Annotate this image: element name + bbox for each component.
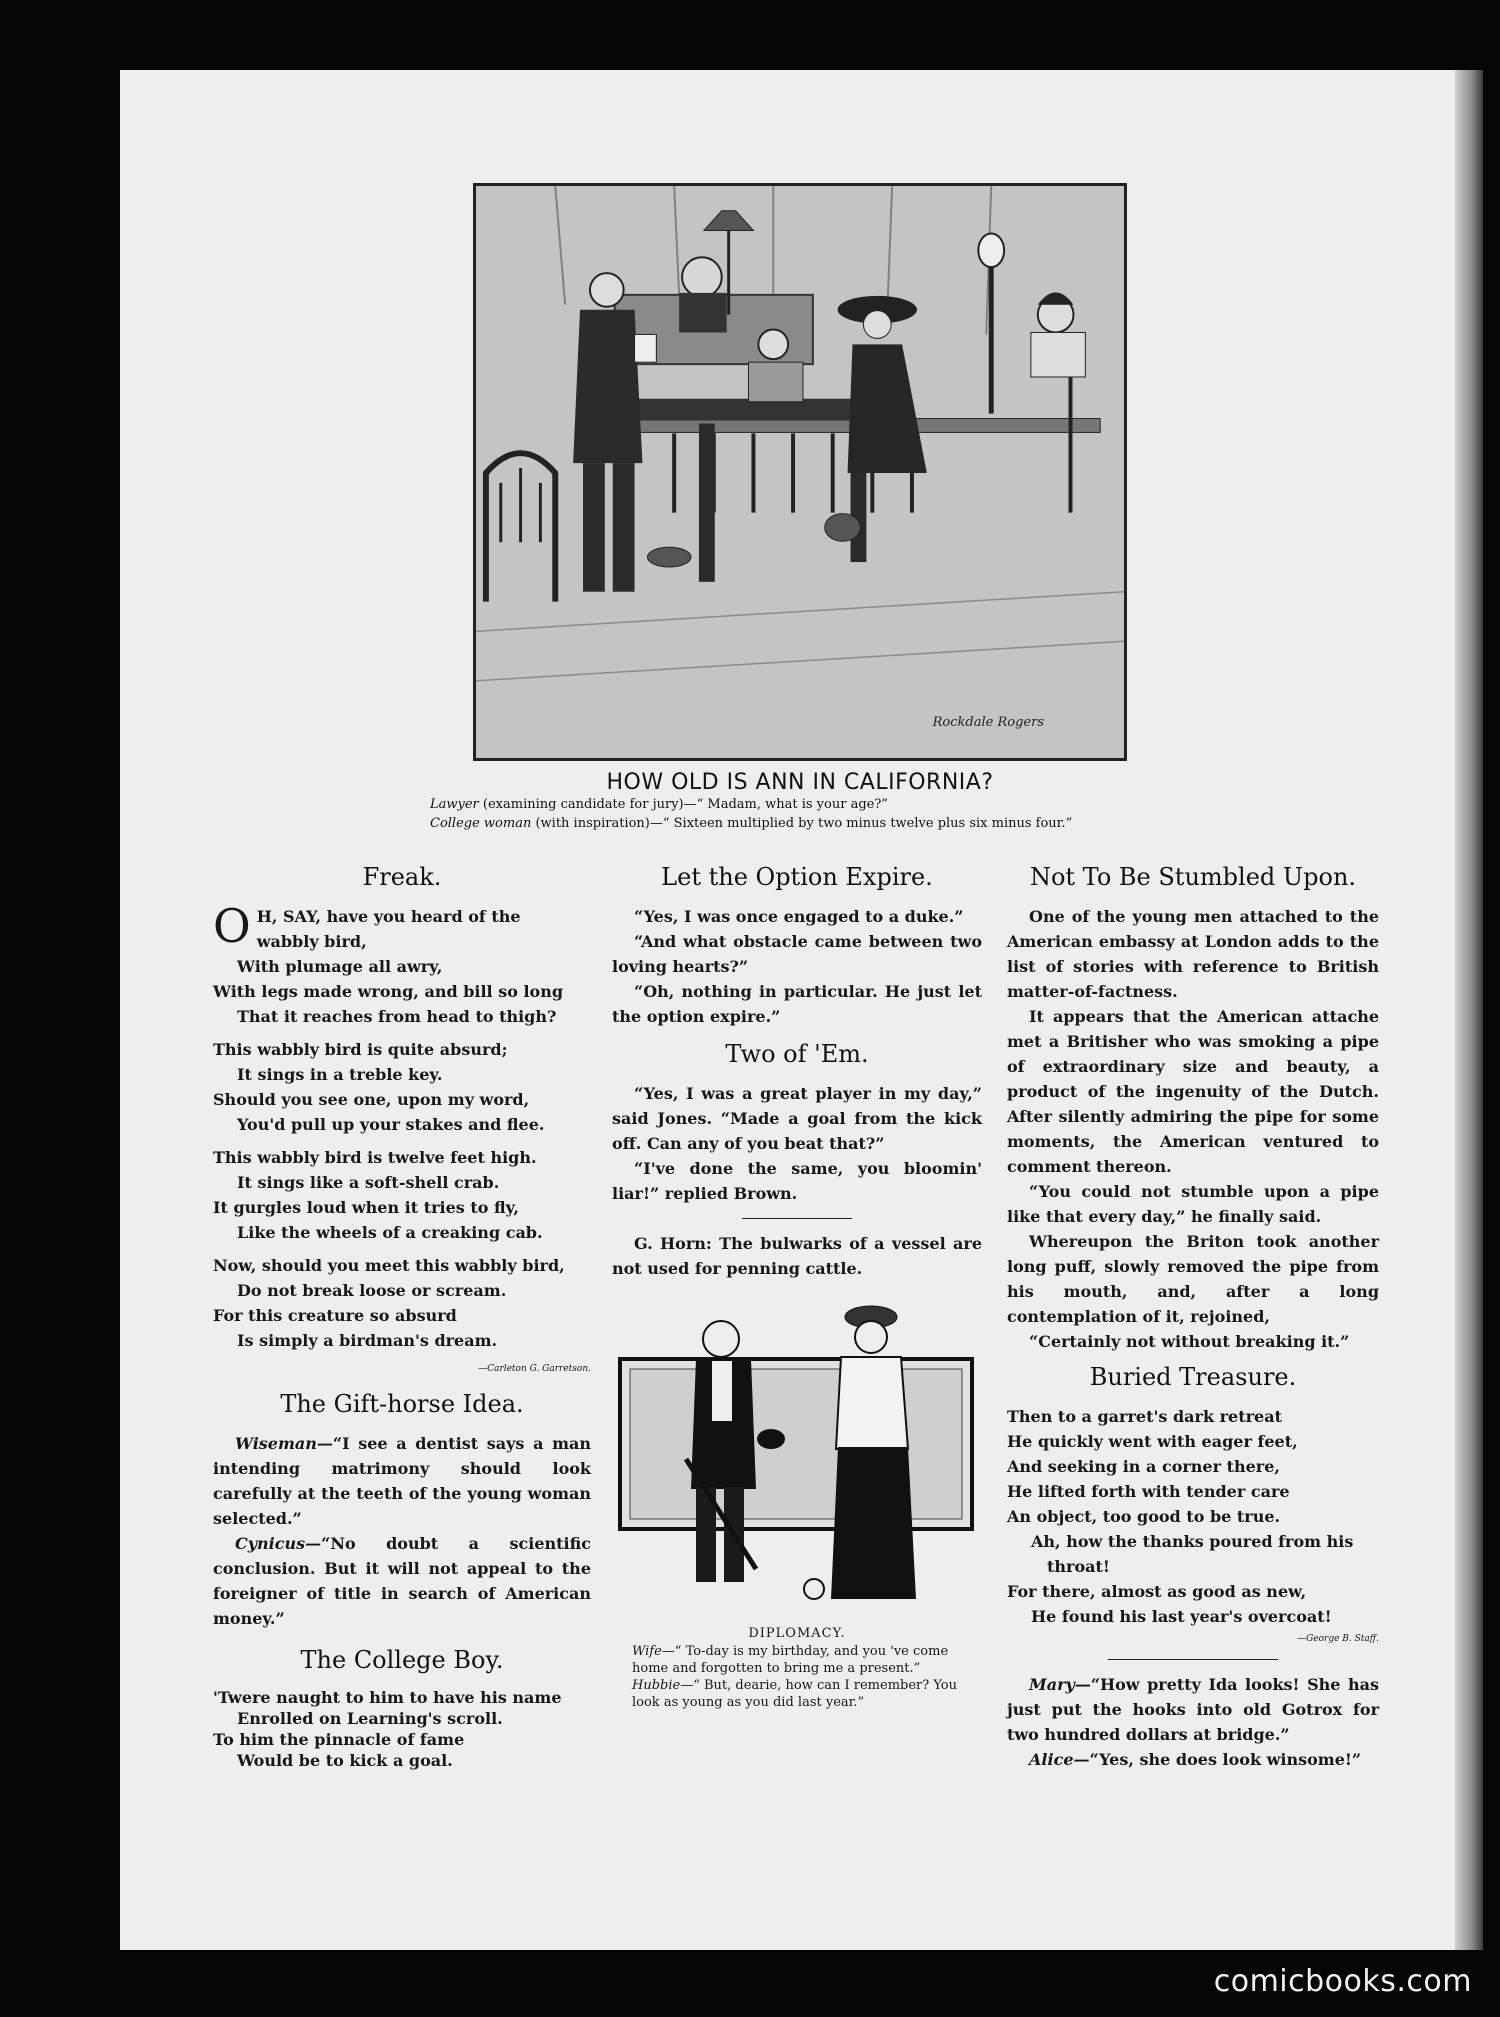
verse-line: That it reaches from head to thigh? [237,1007,557,1026]
paragraph-text: —“No doubt a scientific conclusion. But it will not appeal to the foreigner of title in search of American money.” [213,1534,591,1628]
diplomacy-drawing [616,1299,976,1617]
column-left [213,860,591,1771]
verse-line: Enrolled on Learning's scroll. [237,1709,503,1728]
speaker: Mary [1029,1675,1075,1694]
verse-line: And seeking in a corner there, [1007,1457,1280,1476]
paragraph: “Yes, I was once engaged to a duke.” [634,907,964,926]
caption-text: —“ But, dearie, how can I remember? You look as young as you did last year.” [632,1678,958,1710]
treasure-title: Buried Treasure. [1089,1363,1297,1391]
freak-stanza-4 [213,1253,591,1353]
college-verse [213,1687,591,1771]
verse-line: Do not break loose or scream. [237,1281,507,1300]
verse-line: 'Twere naught to him to have his name [213,1688,562,1707]
drop-cap: O [213,899,251,953]
paragraph: “You could not stumble upon a pipe like that every day,” he finally said. [1007,1182,1379,1226]
caption-speaker: Lawyer [430,797,479,812]
verse-line: With legs made wrong, and bill so long [213,982,564,1001]
verse-line: H, SAY, have you heard of the [256,907,521,926]
gift-paragraph-2 [213,1531,591,1631]
caption-line-lawyer [430,795,1170,814]
diplomacy-cartoon [616,1299,976,1617]
courtroom-drawing [476,186,1124,758]
option-title: Let the Option Expire. [661,863,933,891]
paragraph: “And what obstacle came between two loving hearts?” [612,932,982,976]
verse-line: With plumage all awry, [237,957,443,976]
paragraph: “I've done the same, you bloomin' liar!” replied Brown. [612,1159,982,1203]
verse-line: Ah, how the thanks poured from his [1031,1532,1354,1551]
page-edge-shadow [1455,70,1483,1950]
verse-line: This wabbly bird is twelve feet high. [213,1148,537,1167]
paragraph-text: —“I see a dentist says a man intending matrimony should look carefully at the teeth of the young woman selected.” [213,1434,591,1528]
verse-line: You'd pull up your stakes and flee. [237,1115,545,1134]
gift-title: The Gift-horse Idea. [280,1390,524,1418]
illustration-caption [430,770,1170,833]
paragraph: “Yes, I was a great player in my day,” said Jones. “Made a goal from the kick off. Can any of you beat that?” [612,1084,982,1153]
caption-text: (with inspiration)—“ Sixteen multiplied by two minus twelve plus six minus four.” [531,816,1073,831]
paragraph-text: —“Yes, she does look winsome!” [1073,1750,1362,1769]
diplomacy-hubbie-line [612,1677,982,1711]
freak-title: Freak. [362,863,442,891]
treasure-signature: —George B. Staff. [1297,1634,1379,1644]
verse-line: Now, should you meet this wabbly bird, [213,1256,565,1275]
verse-line: throat! [1047,1557,1110,1576]
site-watermark: comicbooks.com [1213,1964,1472,1999]
gift-paragraph-1 [213,1431,591,1531]
verse-line: Should you see one, upon my word, [213,1090,530,1109]
paragraph: Whereupon the Briton took another long puff, slowly removed the pipe from his mouth, and, after a long contemplation of it, rejoined, [1007,1232,1379,1326]
verse-line: wabbly bird, [256,932,367,951]
paragraph: One of the young men attached to the American embassy at London adds to the list of stories with reference to British matter-of-factness. [1007,907,1379,1001]
artist-signature: Rockdale Rogers [932,715,1044,730]
verse-line: Is simply a birdman's dream. [237,1331,498,1350]
speaker: Wiseman [235,1434,317,1453]
paragraph: It appears that the American attache met a Britisher who was smoking a pipe of extraordinary size and beauty, a product of the ingenuity of the Dutch. After silently admiring the pipe for some moments, the American ventured to comment thereon. [1007,1007,1379,1176]
mary-paragraph [1007,1672,1379,1747]
verse-line: It sings in a treble key. [237,1065,443,1084]
freak-stanza-3 [213,1145,591,1245]
verse-line: An object, too good to be true. [1007,1507,1281,1526]
freak-stanza-2 [213,1037,591,1137]
verse-line: Like the wheels of a creaking cab. [237,1223,543,1242]
diplomacy-title: DIPLOMACY. [748,1626,846,1641]
verse-line: It gurgles loud when it tries to fly, [213,1198,519,1217]
speaker: Alice [1029,1750,1074,1769]
column-middle [612,860,982,1711]
caption-text: —“ To-day is my birthday, and you 've come home and forgotten to bring me a present.” [632,1644,949,1676]
horn-paragraph: G. Horn: The bulwarks of a vessel are not used for penning cattle. [612,1234,982,1278]
stumbled-title: Not To Be Stumbled Upon. [1029,863,1357,891]
verse-line: To him the pinnacle of fame [213,1730,465,1749]
caption-text: (examining candidate for jury)—“ Madam, what is your age?” [478,797,888,812]
verse-line: He quickly went with eager feet, [1007,1432,1298,1451]
verse-line: Then to a garret's dark retreat [1007,1407,1282,1426]
college-title: The College Boy. [300,1646,504,1674]
verse-line: He lifted forth with tender care [1007,1482,1290,1501]
verse-line: For there, almost as good as new, [1007,1582,1307,1601]
alice-paragraph [1007,1747,1379,1772]
column-right [1007,860,1379,1772]
verse-line: It sings like a soft-shell crab. [237,1173,500,1192]
divider [1108,1659,1278,1660]
illustration-headline: HOW OLD IS ANN IN CALIFORNIA? [606,770,994,795]
two-of-em-title: Two of 'Em. [725,1040,869,1068]
verse-line: For this creature so absurd [213,1306,457,1325]
paragraph: “Oh, nothing in particular. He just let the option expire.” [612,982,982,1026]
verse-line: Would be to kick a goal. [237,1751,453,1770]
speaker: Cynicus [235,1534,306,1553]
freak-signature: —Carleton G. Garretson. [478,1364,591,1374]
verse-line: He found his last year's overcoat! [1031,1607,1332,1626]
verse-line: This wabbly bird is quite absurd; [213,1040,508,1059]
diplomacy-wife-line [612,1643,982,1677]
speaker: Wife [632,1644,662,1659]
caption-line-woman [430,814,1170,833]
speaker: Hubbie [632,1678,681,1693]
caption-speaker: College woman [430,816,532,831]
divider [742,1218,852,1219]
freak-stanza-1 [213,899,591,1029]
paragraph-text: —“How pretty Ida looks! She has just put the hooks into old Gotrox for two hundred dollars at bridge.” [1007,1675,1379,1744]
treasure-verse [1007,1404,1379,1629]
paragraph: “Certainly not without breaking it.” [1029,1332,1350,1351]
courtroom-illustration [473,183,1127,761]
